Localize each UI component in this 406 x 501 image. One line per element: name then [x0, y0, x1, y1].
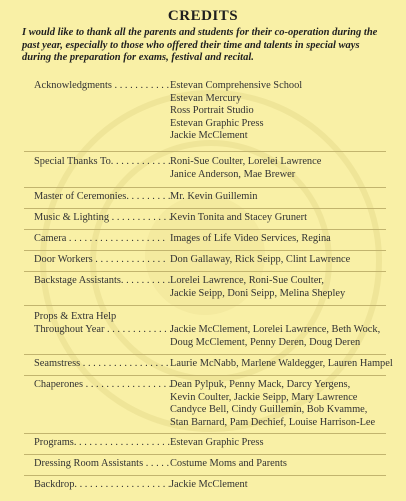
credit-label: Music & Lighting . . . . . . . . . . . . [34, 212, 172, 223]
credit-names [170, 275, 345, 300]
credit-name: Janice Anderson, Mae Brewer [170, 168, 296, 180]
credit-label: Backstage Assistants. . . . . . . . . . [34, 275, 171, 286]
credit-names [170, 479, 248, 492]
credit-label: Throughout Year . . . . . . . . . . . . . [34, 324, 172, 335]
divider [24, 151, 386, 152]
divider [24, 475, 386, 476]
credit-label: Camera . . . . . . . . . . . . . . . . . . . [34, 233, 166, 244]
credit-names [170, 212, 307, 225]
credit-name: Ross Portrait Studio [170, 105, 254, 117]
credit-name: Estevan Graphic Press [170, 437, 264, 448]
credit-name: Laurie McNabb, Marlene Waldegger, Lauren Hampel [170, 358, 393, 369]
credit-name: Don Gallaway, Rick Seipp, Clint Lawrence [170, 254, 351, 265]
credit-name: Lorelei Lawrence, Roni-Sue Coulter, [170, 275, 324, 286]
credit-label: Master of Ceremonies. . . . . . . . . [34, 191, 171, 202]
credit-name: Kevin Coulter, Jackie Seipp, Mary Lawrence [170, 391, 358, 403]
credit-name: Jackie Seipp, Doni Seipp, Melina Shepley [170, 287, 346, 299]
credit-name: Stan Barnard, Pam Dechief, Louise Harrison-Lee [170, 416, 376, 428]
credit-name: Images of Life Video Services, Regina [170, 233, 331, 244]
divider [24, 187, 386, 188]
credit-names [170, 156, 321, 181]
credit-name: Estevan Mercury [170, 92, 242, 104]
credit-name: Estevan Graphic Press [170, 117, 264, 129]
credit-label: Door Workers . . . . . . . . . . . . . . [34, 254, 166, 265]
divider [24, 208, 386, 209]
credit-name: Dean Pylpuk, Penny Mack, Darcy Yergens, [170, 379, 351, 390]
divider [24, 375, 386, 376]
credit-names [170, 324, 380, 349]
credit-name: Costume Moms and Parents [170, 458, 287, 469]
divider [24, 354, 386, 355]
divider [24, 271, 386, 272]
credit-names [170, 80, 302, 143]
credit-name: Jackie McClement [170, 130, 248, 142]
credit-name: Doug McClement, Penny Deren, Doug Deren [170, 336, 361, 348]
credit-label: Chaperones . . . . . . . . . . . . . . . . . [34, 379, 172, 390]
divider [24, 250, 386, 251]
credit-label: Dressing Room Assistants . . . . . [34, 458, 170, 469]
credit-names [170, 254, 350, 267]
credit-names [170, 233, 331, 246]
credit-label: Backdrop. . . . . . . . . . . . . . . . . . . [34, 479, 171, 490]
credit-names [170, 437, 264, 450]
intro-paragraph: I would like to thank all the parents and students for their co-operation during the past year, especially to those who offered their time and talents in special ways during the preparation for exams, festival and recital. [22, 27, 378, 63]
credit-name: Jackie McClement, Lorelei Lawrence, Beth Wock, [170, 324, 381, 335]
divider [24, 229, 386, 230]
credit-label: Special Thanks To. . . . . . . . . . . . [34, 156, 171, 167]
credit-names [170, 358, 393, 371]
credit-name: Estevan Comprehensive School [170, 80, 303, 91]
credit-label: Seamstress . . . . . . . . . . . . . . . . . [34, 358, 169, 369]
credit-names [170, 379, 375, 429]
credit-name: Kevin Tonita and Stacey Grunert [170, 212, 308, 223]
credit-name: Mr. Kevin Guillemin [170, 191, 258, 202]
credit-label: Programs. . . . . . . . . . . . . . . . . . . [34, 437, 170, 448]
page-title: CREDITS [167, 8, 239, 24]
credit-label: Props & Extra Help [34, 311, 117, 322]
divider [24, 305, 386, 306]
credit-name: Candyce Bell, Cindy Guillemin, Bob Kvamme, [170, 404, 368, 416]
credit-names [170, 191, 257, 204]
credit-name: Jackie McClement [170, 479, 248, 490]
credit-names [170, 458, 287, 471]
credit-label: Acknowledgments . . . . . . . . . . . [34, 80, 170, 91]
credit-name: Roni-Sue Coulter, Lorelei Lawrence [170, 156, 322, 167]
divider [24, 433, 386, 434]
divider [24, 454, 386, 455]
